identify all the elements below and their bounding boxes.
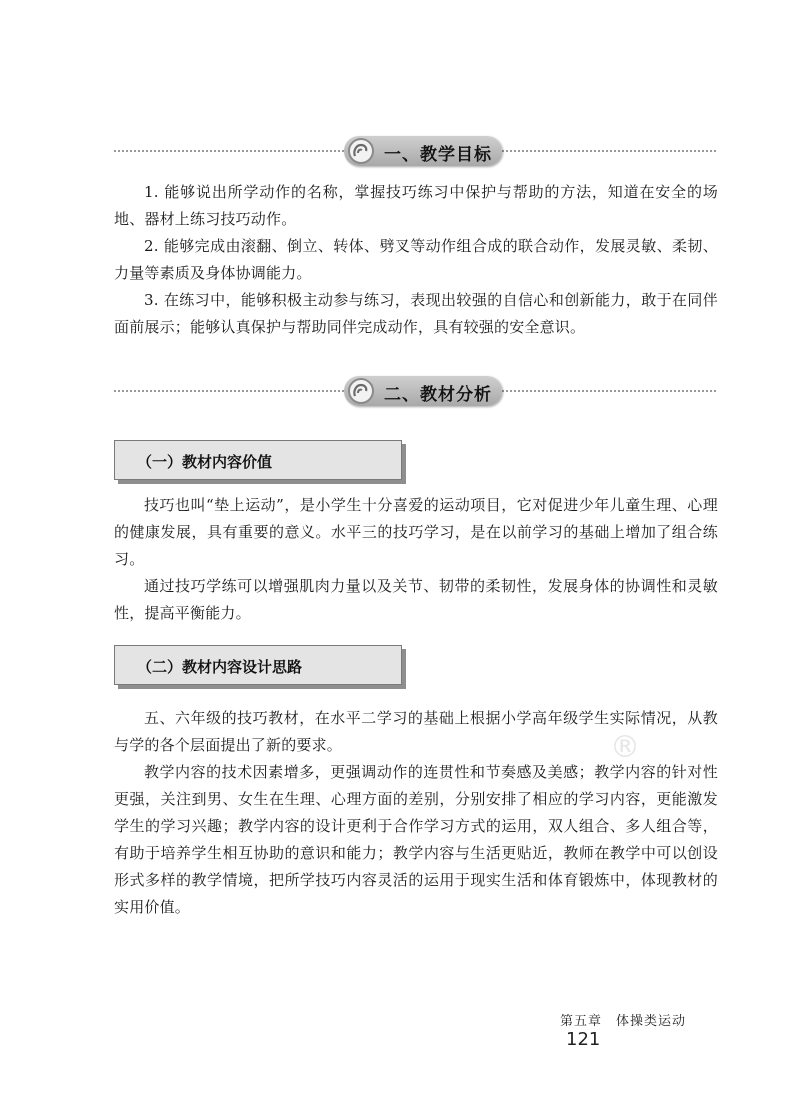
content-paragraph: 五、六年级的技巧教材，在水平二学习的基础上根据小学高年级学生实际情况，从教与学的各个层面提出了新的要求。 <box>114 709 718 754</box>
goal-paragraph: 2. 能够完成由滚翻、倒立、转体、劈叉等动作组合成的联合动作，发展灵敏、柔韧、力量等素质及身体协调能力。 <box>114 237 718 282</box>
goal-paragraph: 1. 能够说出所学动作的名称，掌握技巧练习中保护与帮助的方法，知道在安全的场地、器材上练习技巧动作。 <box>114 183 718 228</box>
subsection-header <box>114 645 402 685</box>
section-header-teaching-goals <box>114 136 716 166</box>
section-title-pill <box>344 376 502 406</box>
section-title-pill <box>344 136 502 166</box>
content-paragraph: 教学内容的技术因素增多，更强调动作的连贯性和节奏感及美感；教学内容的针对性更强，关注到男、女生在生理、心理方面的差别，分别安排了相应的学习内容，更能激发学生的学习兴趣；教学内容的设计更利于合作学习方式的运用，双人组合、多人组合等，有助于培养学生相互协助的意识和能力；教学内容与生活更贴近，教师在教学中可以创设形式多样的教学情境，把所学技巧内容灵活的运用于现实生活和体育锻炼中，体现教材的实用价值。 <box>114 763 718 916</box>
chapter-label: 第五章 体操类运动 <box>560 1014 687 1029</box>
section-title: 一、教学目标 <box>384 145 492 165</box>
content-paragraph: 技巧也叫“垫上运动”，是小学生十分喜爱的运动项目，它对促进少年儿童生理、心理的健康发展，具有重要的意义。水平三的技巧学习，是在以前学习的基础上增加了组合练习。 <box>114 496 718 568</box>
section-logo-icon <box>348 378 374 404</box>
subsection-header <box>114 440 402 480</box>
subsection-title: （二）教材内容设计思路 <box>137 658 303 676</box>
content-paragraph: 通过技巧学练可以增强肌肉力量以及关节、韧带的柔韧性，发展身体的协调性和灵敏性，提高平衡能力。 <box>114 577 718 622</box>
goal-paragraph: 3. 在练习中，能够积极主动参与练习，表现出较强的自信心和创新能力，敢于在同伴面前展示；能够认真保护与帮助同伴完成动作，具有较强的安全意识。 <box>114 291 718 336</box>
page-footer <box>560 1010 720 1050</box>
watermark: ® <box>610 730 640 765</box>
section-logo-icon <box>348 138 374 164</box>
section-title: 二、教材分析 <box>384 385 492 405</box>
subsection-title: （一）教材内容价值 <box>137 453 273 471</box>
page-number: 121 <box>566 1029 601 1050</box>
section-header-material-analysis <box>114 376 716 406</box>
